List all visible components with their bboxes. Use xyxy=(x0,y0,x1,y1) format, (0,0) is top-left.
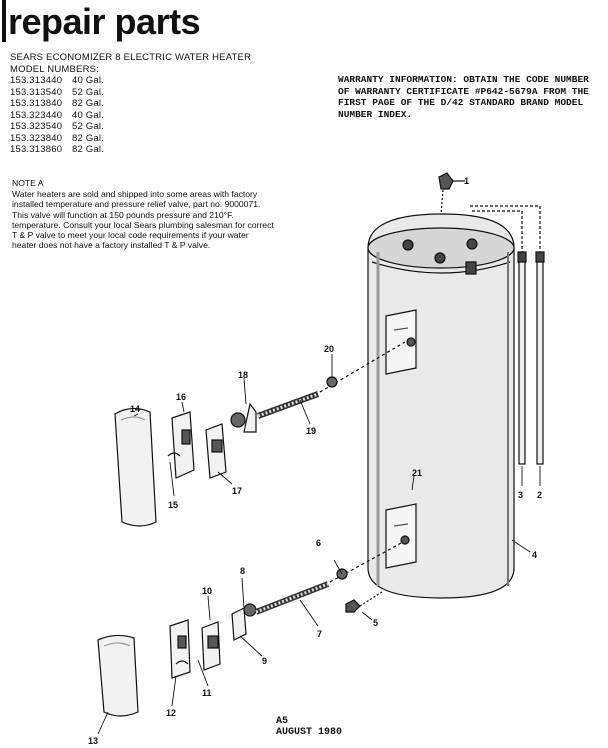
model-capacity: 82 Gal. xyxy=(72,132,105,144)
model-capacity: 40 Gal. xyxy=(72,75,105,86)
callout-6: 6 xyxy=(316,538,322,548)
page-number: A5 xyxy=(276,716,289,727)
callout-10: 10 xyxy=(202,586,213,596)
model-capacity: 82 Gal. xyxy=(72,144,105,155)
upper-access-cover xyxy=(115,408,156,526)
model-number: 153.313440 xyxy=(10,75,63,86)
model-capacity: 52 Gal. xyxy=(72,121,105,132)
lower-access-cover xyxy=(98,635,138,716)
callout-13: 13 xyxy=(88,736,99,746)
callout-18: 18 xyxy=(238,370,249,380)
callout-12: 12 xyxy=(166,708,177,718)
warranty-info: WARRANTY INFORMATION: OBTAIN THE CODE NUMBER OF WARRANTY CERTIFICATE #P642-5679A FROM THE FIRST PAGE OF THE D/42 STANDARD BRAND MODEL NUMBER INDEX. xyxy=(338,74,589,120)
model-capacity: 82 Gal. xyxy=(72,98,105,109)
callout-20: 20 xyxy=(324,344,335,354)
callout-21: 21 xyxy=(412,468,423,478)
models-label: MODEL NUMBERS: xyxy=(10,63,100,75)
callout-16: 16 xyxy=(176,392,187,402)
model-number: 153.313540 xyxy=(10,86,63,98)
callout-3: 3 xyxy=(518,490,524,500)
note-text: Water heaters are sold and shipped into some areas with factory installed temperature and pressure relief valve, part no. 9000071. This valve will function at 150 pounds pressure and 210°F. temperature. Consult your local Sears plumbing salesman for correct T & P valve to meet your local code requirements if your water heater does not have a factory installed T & P valve. xyxy=(12,189,274,251)
model-number: 153.313840 xyxy=(10,98,63,109)
note-title: NOTE A xyxy=(12,178,44,188)
callout-17: 17 xyxy=(232,486,243,496)
callout-4: 4 xyxy=(532,550,538,560)
relief-valve xyxy=(439,173,465,214)
callout-9: 9 xyxy=(262,656,268,666)
product-line: SEARS ECONOMIZER 8 ELECTRIC WATER HEATER xyxy=(10,52,252,63)
callout-8: 8 xyxy=(240,566,246,576)
callout-7: 7 xyxy=(317,629,323,639)
model-number: 153.323540 xyxy=(10,121,63,132)
model-number: 153.313860 xyxy=(10,144,63,155)
callout-5: 5 xyxy=(373,618,379,628)
page-date: AUGUST 1980 xyxy=(276,727,343,738)
callout-15: 15 xyxy=(168,500,179,510)
page-footer xyxy=(276,716,342,738)
upper-insulation-thermostat xyxy=(168,404,256,478)
model-number: 153.323840 xyxy=(10,132,63,144)
callout-14: 14 xyxy=(130,404,141,414)
page-title: repair parts xyxy=(8,1,201,42)
model-capacity: 52 Gal. xyxy=(72,86,105,98)
drain-valve xyxy=(346,592,382,612)
model-number: 153.323440 xyxy=(10,109,63,121)
water-heater-tank xyxy=(368,214,514,598)
lower-insulation-thermostat xyxy=(170,604,256,678)
callout-2: 2 xyxy=(537,490,543,500)
model-capacity: 40 Gal. xyxy=(72,109,105,121)
callout-19: 19 xyxy=(306,426,317,436)
callout-11: 11 xyxy=(202,688,212,698)
callout-1: 1 xyxy=(464,176,470,186)
